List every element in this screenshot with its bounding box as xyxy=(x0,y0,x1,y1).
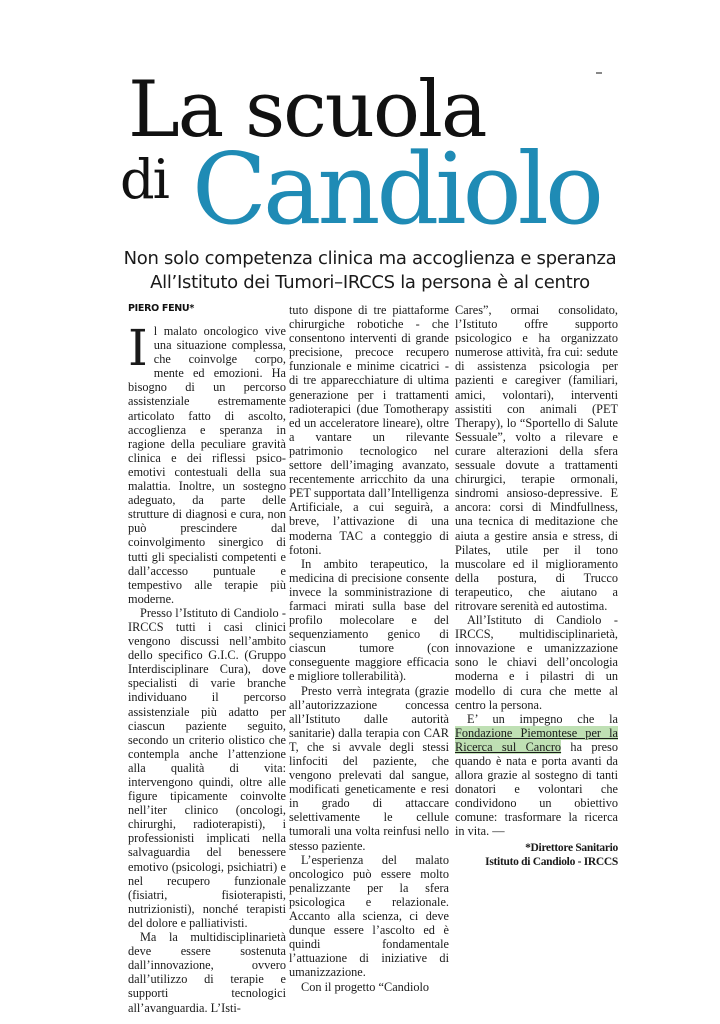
paragraph-text: E’ un impegno che la xyxy=(467,711,618,726)
paragraph: Ma la multidisciplinarietà deve essere sostenuta dall’innovazione, ovvero dall’utilizzo di terapie e supporti tecnologici all’avanguardia. L’Isti- xyxy=(128,930,286,1015)
article-column-2 xyxy=(289,303,449,994)
paragraph xyxy=(455,712,618,839)
author-signature xyxy=(455,841,618,869)
paragraph: Cares”, ormai consolidato, l’Istituto offre supporto psicologico e ha organizzato numerose attività, fra cui: sedute di assistenza psicologia per pazienti e caregiver (familiari, amici, volontari), interventi assistiti con animali (PET Therapy), lo “Sportello di Salute Sessuale”, volto a rilevare e curare alterazioni della sfera sessuale dovute a trattamenti chirurgici, terapie ormonali, sindromi ansioso-depressive. E ancora: corsi di Mindfullness, una tecnica di meditazione che aiuta a gestire ansia e stress, di Pilates, utile per il tono muscolare ed il miglioramento della postura, di Trucco terapeutico, che aiutano a ritrovare serenità ed autostima. xyxy=(455,303,618,613)
paragraph: Con il progetto “Candiolo xyxy=(301,979,430,994)
subheadline-line1: Non solo competenza clinica ma accoglienza e speranza xyxy=(123,248,617,269)
page-corner-mark xyxy=(596,72,602,74)
signature-line-2: Istituto di Candiolo - IRCCS xyxy=(485,855,618,868)
paragraph: Presso l’Istituto di Candiolo - IRCCS tutti i casi clinici vengono discussi nell’ambito dello specifico G.I.C. (Gruppo Interdisciplinare Cura), dove specialisti di varie branche individuano il percorso assistenziale più adatto per ciascun paziente seguito, secondo un criterio olistico che contempla anche l’attenzione alla qualità di vita: intervengono quindi, oltre alle figure tipicamente coinvolte nell’iter clinico (oncologi, chirurghi, radioterapisti), i professionisti implicati nella salvaguardia del benessere emotivo (psicologi, psichiatri) e nel recupero funzionale (fisiatri, fisioterapisti, nutrizionisti), nonché terapisti del dolore e palliativisti. xyxy=(128,605,286,930)
article-column-1 xyxy=(128,319,286,1015)
paragraph xyxy=(128,319,286,606)
paragraph: tuto dispone di tre piattaforme chirurgiche robotiche - che consentono interventi di grande precisione, precoce recupero funzionale e minime cicatrici - di tre apparecchiature di ultima generazione per i trattamenti radioterapici (due Tomotherapy ed un acceleratore lineare), oltre a vantare un rilevante patrimonio tecnologico nel settore dell’imaging avanzato, recentemente arricchito da una PET supportata dall’Intelligenza Artificiale, a cui seguirà, a breve, l’attivazione di una moderna TAC a conteggio di fotoni. xyxy=(289,303,449,557)
headline-line2: Candiolo xyxy=(192,133,600,247)
headline-di: di xyxy=(120,148,168,211)
highlighted-text: Fondazione Piemontese per la Ricerca sul Cancro xyxy=(455,725,618,754)
paragraph: L’esperienza del malato oncologico può essere molto penalizzante per la sfera psicologica e relazionale. Accanto alla scienza, ci deve dunque essere l’ascolto ed è quindi fondamentale l’attuazione di iniziative di umanizzazione. xyxy=(289,852,449,980)
paragraph: All’Istituto di Candiolo - IRCCS, multidisciplinarietà, innovazione e umanizzazione sono le chiavi dell’oncologia moderna e i pilastri di un modello di cura che mette al centro la persona. xyxy=(455,613,618,712)
article-column-3 xyxy=(455,303,618,869)
byline: PIERO FENU* xyxy=(128,303,194,314)
headline-line1: La scuola xyxy=(128,65,486,155)
subheadline-line2: All’Istituto dei Tumori–IRCCS la persona è al centro xyxy=(150,272,590,293)
paragraph: In ambito terapeutico, la medicina di precisione consente invece la somministrazione di farmaci mirati sulla base del profilo molecolare e del sequenziamento genico di ciascun tumore (con conseguente maggiore efficacia e migliore tollerabilità). xyxy=(289,556,449,684)
signature-line-1: *Direttore Sanitario xyxy=(525,841,618,854)
drop-cap: I xyxy=(128,319,148,377)
paragraph: Presto verrà integrata (grazie all’autorizzazione concessa all’Istituto dalle autorità sanitarie) dalla terapia con CAR T, che si avvale degli stessi linfociti del paziente, che vengono prelevati dal sangue, modificati geneticamente e resi in grado di attaccare selettivamente le cellule tumorali una volta reinfusi nello stesso paziente. xyxy=(289,683,449,853)
paragraph-text: ha preso quando è nata e porta avanti da allora grazie al sostegno di tanti donatori e volontari che condividono un obiettivo comune: trasformare la ricerca in vita. — xyxy=(455,739,618,839)
paragraph-text: l malato oncologico vive una situazione complessa, che coinvolge corpo, mente ed emozioni. Ha bisogno di un percorso assistenziale estremamente articolato fatto di ascolto, accoglienza e speranza in ragione della peculiare gravità clinica e dei riflessi psico-emotivi contestuali della sua malattia. Inoltre, un sostegno adeguato, da parte delle strutture di diagnosi e cura, non può prescindere dal coinvolgimento sinergico di tutti gli specialisti competenti e dall’accesso puntuale e tempestivo alle terapie più moderne. xyxy=(128,324,286,606)
